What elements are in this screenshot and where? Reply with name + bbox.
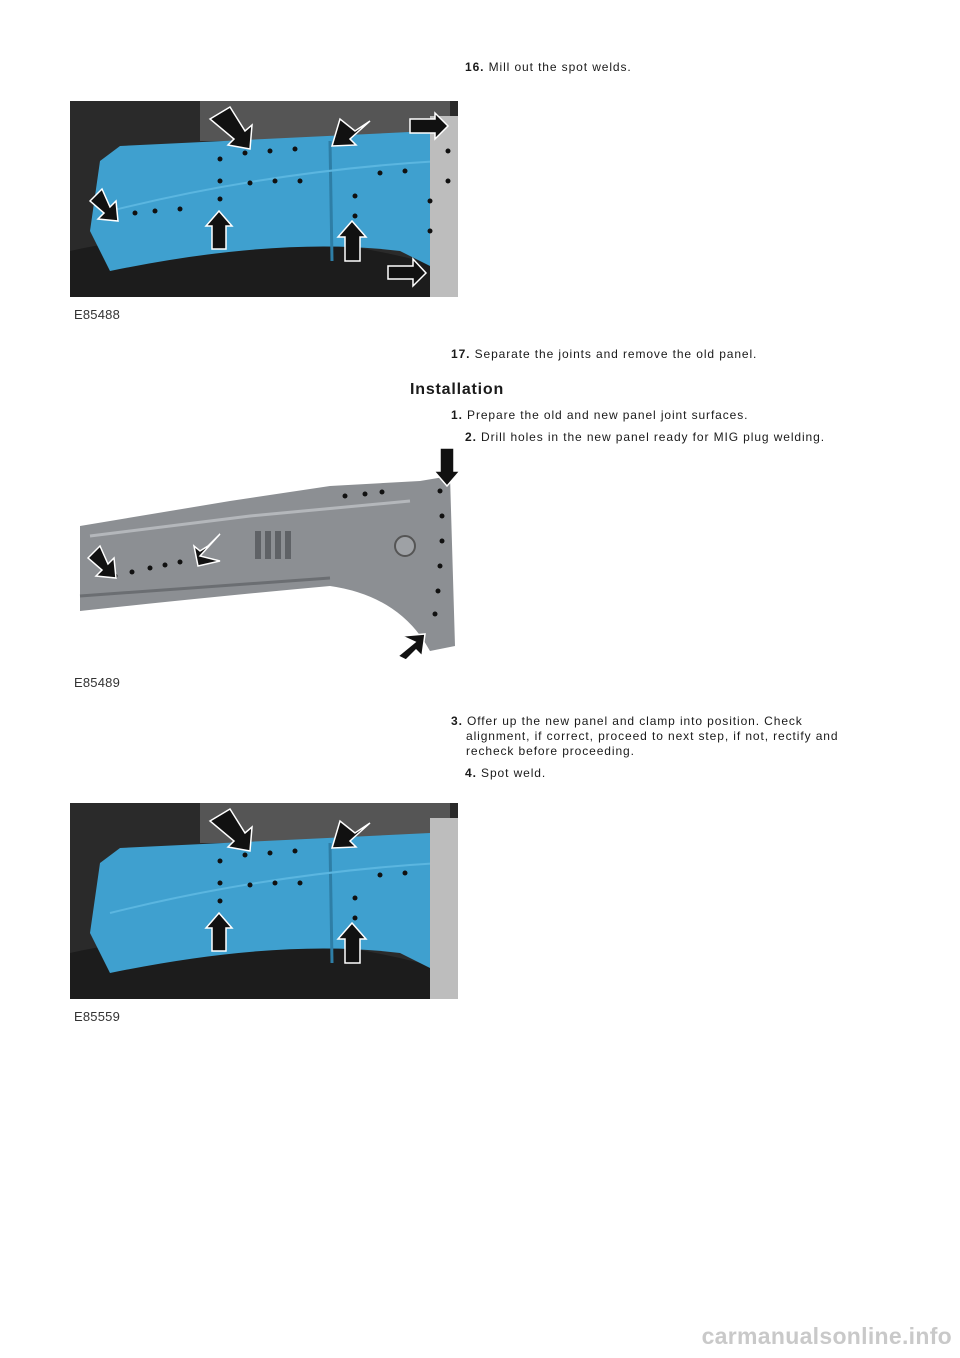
panel-illustration-grey	[70, 446, 460, 664]
figure-spot-weld	[70, 803, 458, 1024]
step-number: 2.	[465, 430, 477, 444]
step-number: 3.	[451, 714, 463, 728]
step-text: Prepare the old and new panel joint surfaces.	[467, 408, 749, 422]
step-text: Offer up the new panel and clamp into position. Check	[467, 714, 803, 728]
figure-id: E85489	[74, 675, 121, 690]
step-text-continued: alignment, if correct, proceed to next step, if not, rectify and	[466, 729, 839, 743]
watermark: carmanualsonline.info	[701, 1323, 952, 1349]
step-2	[465, 430, 825, 445]
panel-illustration-blue	[70, 101, 458, 297]
panel-illustration-blue	[70, 803, 458, 999]
step-3	[451, 714, 838, 759]
step-text-continued: recheck before proceeding.	[466, 744, 635, 758]
step-text: Separate the joints and remove the old panel.	[474, 347, 758, 361]
figure-id: E85559	[74, 1009, 121, 1024]
step-number: 1.	[451, 408, 463, 422]
step-number: 17.	[451, 347, 471, 361]
step-17	[451, 347, 757, 362]
step-number: 16.	[465, 60, 485, 74]
figure-id: E85488	[74, 307, 121, 322]
step-4	[465, 766, 546, 781]
step-text: Spot weld.	[481, 766, 547, 780]
step-number: 4.	[465, 766, 477, 780]
figure-new-panel-holes	[70, 446, 460, 690]
step-text: Drill holes in the new panel ready for MIG plug welding.	[481, 430, 825, 444]
figure-weld-removal	[70, 101, 458, 322]
step-16	[465, 60, 632, 75]
step-1	[451, 408, 748, 423]
section-heading: Installation	[410, 381, 505, 398]
step-text: Mill out the spot welds.	[488, 60, 632, 74]
